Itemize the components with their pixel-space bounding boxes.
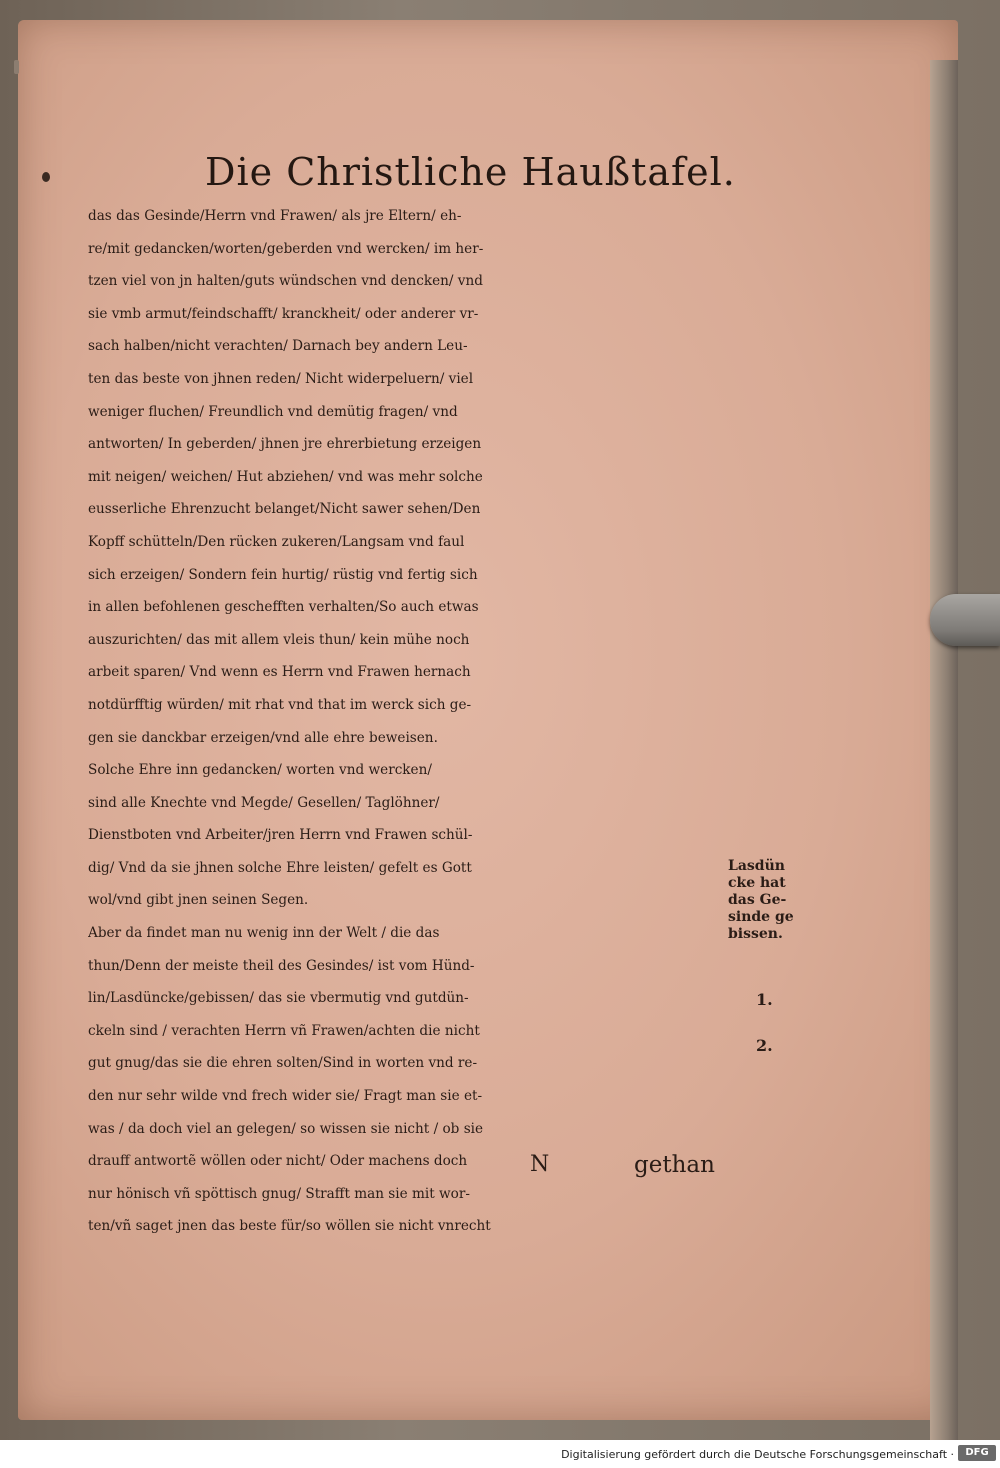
marginal-number-1: 1. <box>756 990 773 1009</box>
text-line: sind alle Knechte vnd Megde/ Gesellen/ Taglöhner/ <box>88 794 440 811</box>
text-line: eusserliche Ehrenzucht belanget/Nicht sawer sehen/Den <box>88 501 481 518</box>
text-line: den nur sehr wilde vnd frech wider sie/ Fragt man sie et- <box>88 1088 483 1105</box>
text-line: re/mit gedancken/worten/geberden vnd wercken/ im her- <box>88 240 484 257</box>
text-line: in allen befohlenen geschefften verhalten/So auch etwas <box>88 599 479 616</box>
text-line: thun/Denn der meiste theil des Gesindes/ ist vom Hünd- <box>88 957 475 974</box>
text-line: tzen viel von jn halten/guts wündschen vnd dencken/ vnd <box>88 273 483 290</box>
text-line: antworten/ In geberden/ jhnen jre ehrerbietung erzeigen <box>88 436 482 453</box>
text-line: gen sie danckbar erzeigen/vnd alle ehre beweisen. <box>88 729 438 746</box>
text-line: sich erzeigen/ Sondern fein hurtig/ rüstig vnd fertig sich <box>88 566 478 583</box>
text-line: wol/vnd gibt jnen seinen Segen. <box>88 892 309 909</box>
text-line: nur hönisch vñ spöttisch gnug/ Strafft man sie mit wor- <box>88 1185 470 1202</box>
text-line: lin/Lasdüncke/gebissen/ das sie vbermutig vnd gutdün- <box>88 990 469 1007</box>
running-head: Die Christliche Haußtafel. <box>205 150 736 194</box>
text-line: Dienstboten vnd Arbeiter/jren Herrn vnd Frawen schül- <box>88 827 473 844</box>
binding-mark <box>14 60 19 74</box>
text-line: mit neigen/ weichen/ Hut abziehen/ vnd was mehr solche <box>88 468 483 485</box>
text-line: ten das beste von jhnen reden/ Nicht widerpeluern/ viel <box>88 370 474 387</box>
text-line: weniger fluchen/ Freundlich vnd demütig fragen/ vnd <box>88 403 458 420</box>
marginal-note-line: cke hat <box>728 875 786 891</box>
text-line: Aber da findet man nu wenig inn der Welt / die das <box>88 925 440 942</box>
dfg-logo: DFG <box>958 1445 996 1461</box>
text-line: Solche Ehre inn gedancken/ worten vnd wercken/ <box>88 762 432 779</box>
text-line: was / da doch viel an gelegen/ so wissen sie nicht / ob sie <box>88 1120 484 1137</box>
text-line: arbeit sparen/ Vnd wenn es Herrn vnd Frawen hernach <box>88 664 471 681</box>
text-line: sach halben/nicht verachten/ Darnach bey andern Leu- <box>88 338 468 355</box>
catchword: gethan <box>634 1152 715 1178</box>
footer-bar <box>0 1440 1000 1468</box>
marginal-note <box>728 858 808 943</box>
marginal-note-line: das Ge- <box>728 892 787 908</box>
marginal-number-2: 2. <box>756 1036 773 1055</box>
marginal-note-line: bissen. <box>728 926 783 942</box>
ink-spot <box>42 172 50 182</box>
footer-credit: Digitalisierung gefördert durch die Deutsche Forschungsgemeinschaft · <box>561 1448 954 1461</box>
text-line: gut gnug/das sie die ehren solten/Sind in worten vnd re- <box>88 1055 478 1072</box>
text-line: ten/vñ saget jnen das beste für/so wöllen sie nicht vnrecht <box>88 1218 491 1235</box>
text-line: auszurichten/ das mit allem vleis thun/ kein mühe noch <box>88 631 470 648</box>
text-line: ckeln sind / verachten Herrn vñ Frawen/achten die nicht <box>88 1022 480 1039</box>
text-line: notdürfftig würden/ mit rhat vnd that im werck sich ge- <box>88 696 472 713</box>
text-line: das das Gesinde/Herrn vnd Frawen/ als jre Eltern/ eh- <box>88 208 462 224</box>
body-text <box>88 200 748 1243</box>
text-line: Kopff schütteln/Den rücken zukeren/Langsam vnd faul <box>88 533 465 550</box>
page-stack-edge <box>930 60 958 1440</box>
marginal-note-line: Lasdün <box>728 858 785 874</box>
marginal-note-line: sinde ge <box>728 909 794 925</box>
text-line: dig/ Vnd da sie jhnen solche Ehre leisten/ gefelt es Gott <box>88 859 472 876</box>
text-line: drauff antwortẽ wöllen oder nicht/ Oder machens doch <box>88 1153 468 1170</box>
page-clip <box>930 594 1000 646</box>
signature-mark: N <box>530 1152 550 1177</box>
text-line: sie vmb armut/feindschafft/ kranckheit/ oder anderer vr- <box>88 305 479 322</box>
